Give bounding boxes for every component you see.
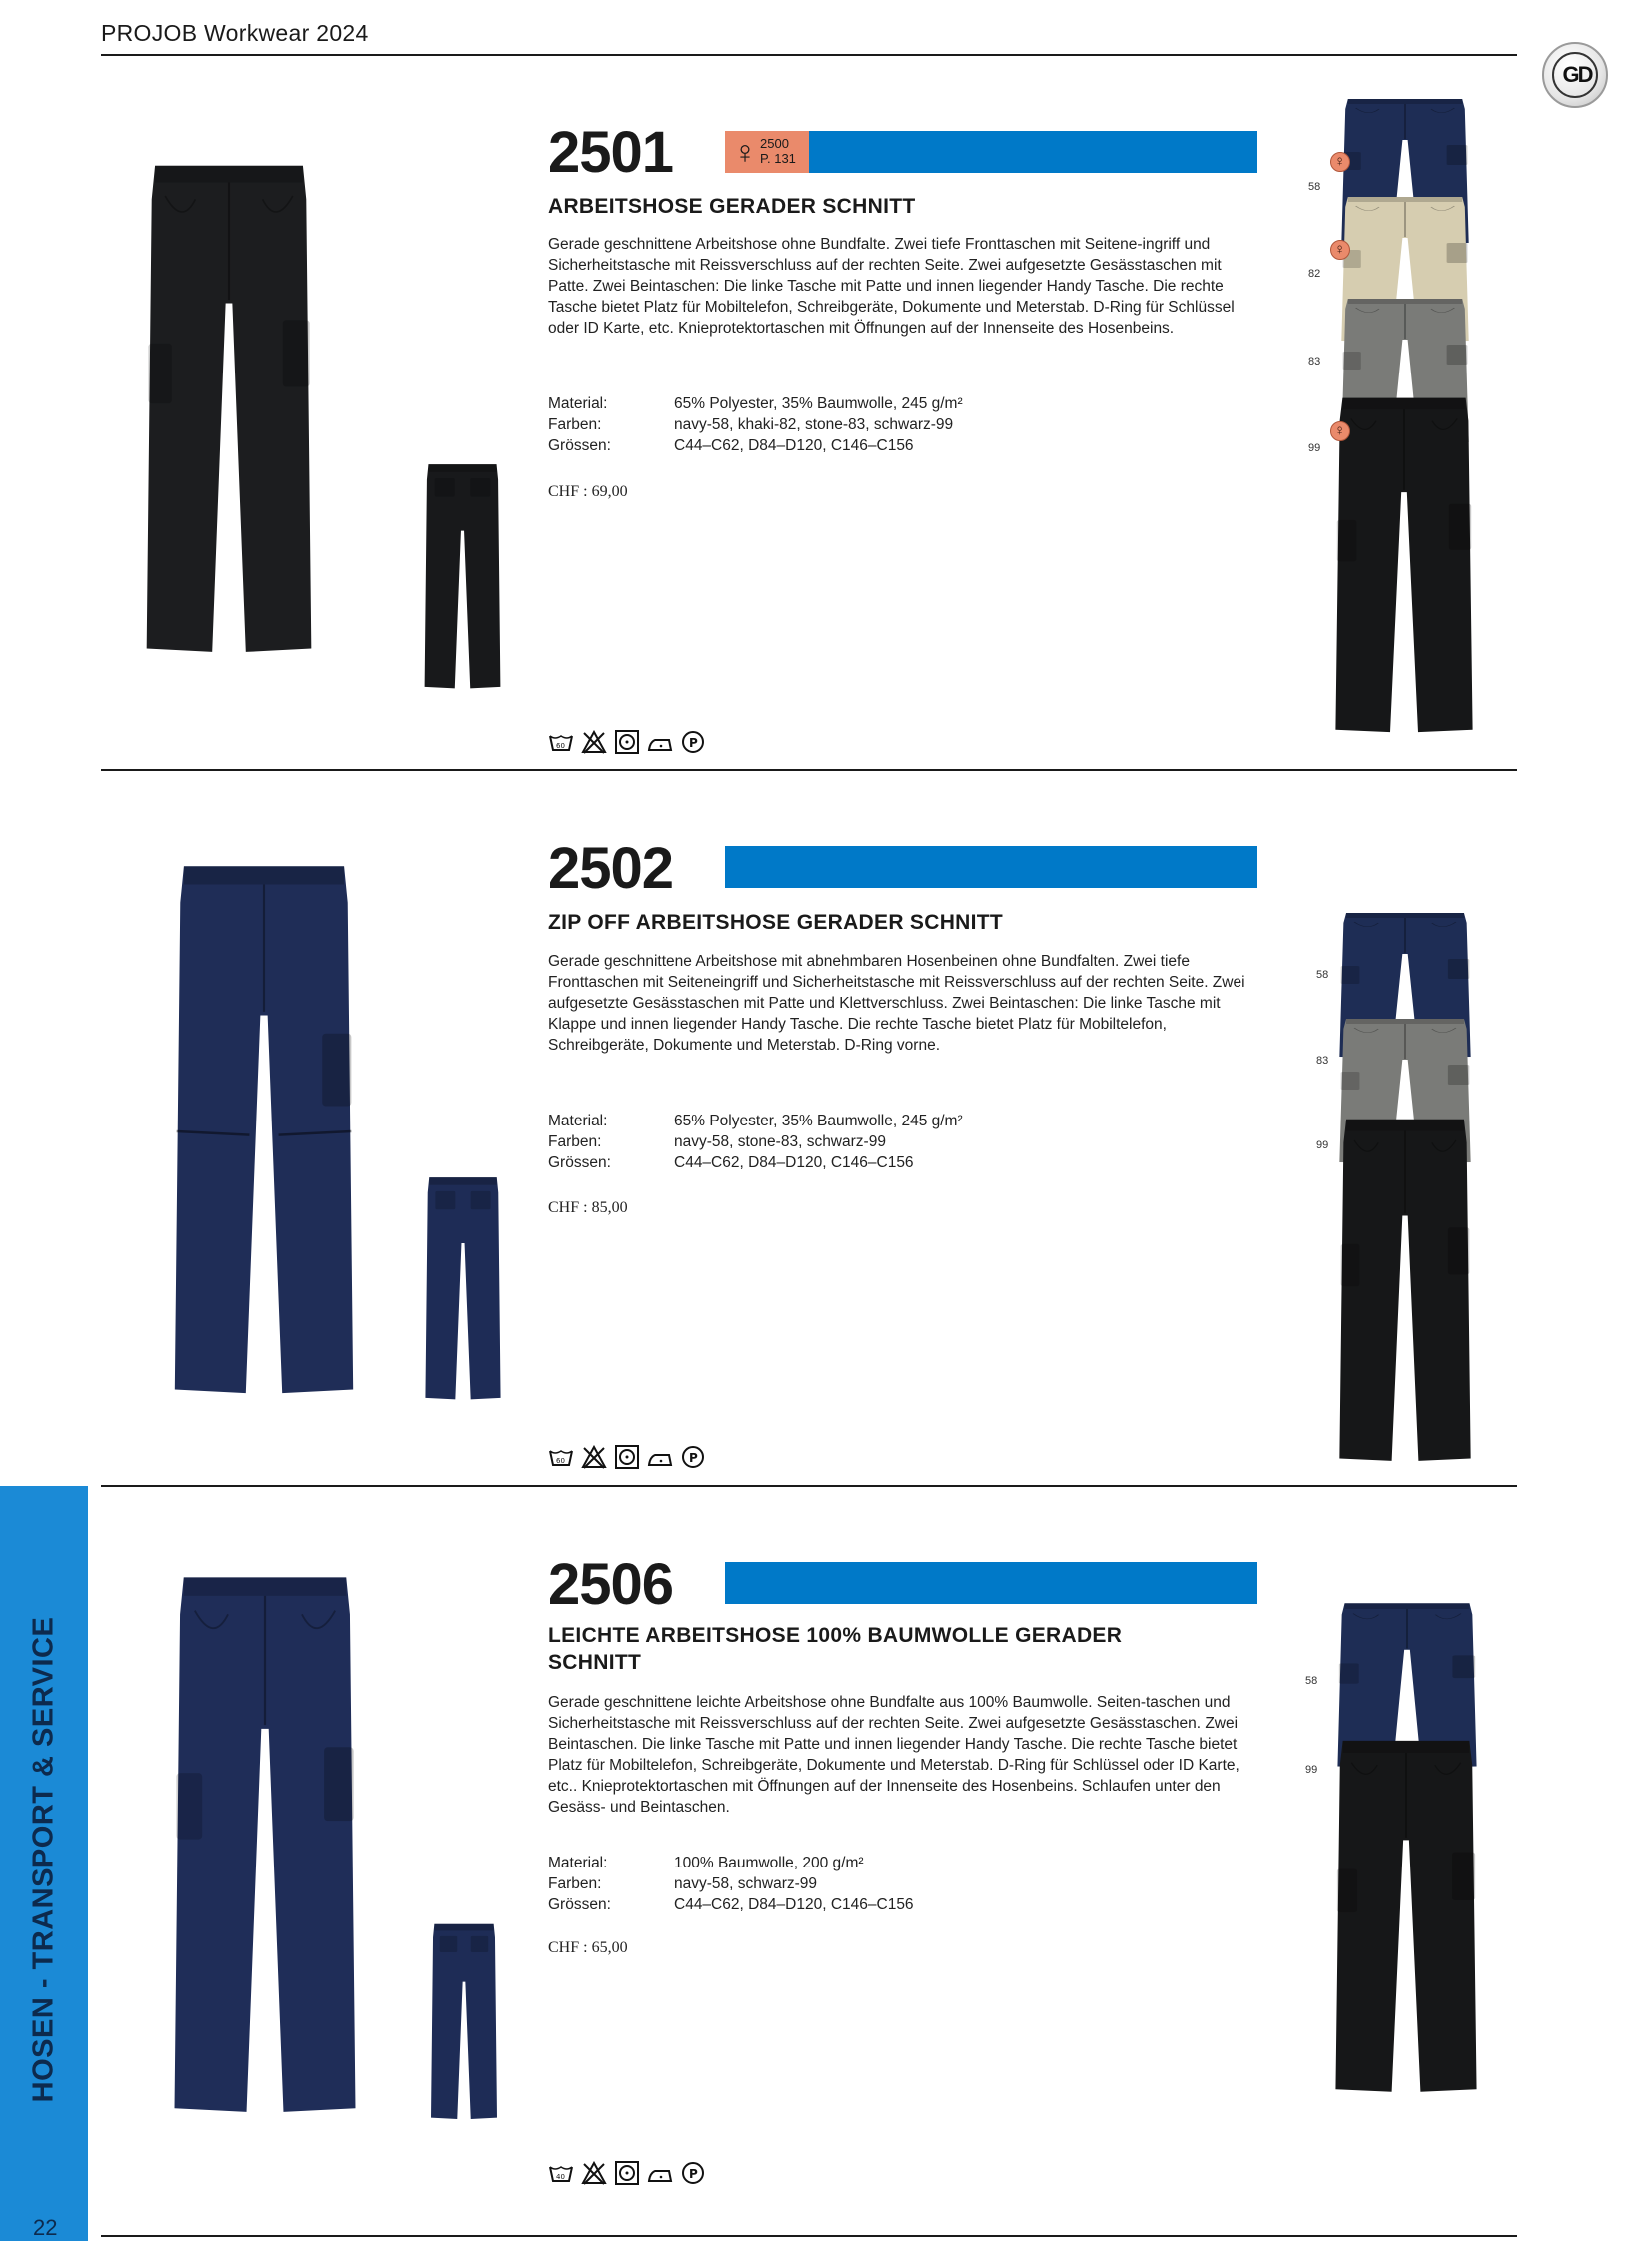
product-price: CHF : 85,00 xyxy=(548,1199,628,1216)
svg-text:60: 60 xyxy=(556,742,565,750)
section-divider xyxy=(101,1485,1517,1487)
female-marker-icon xyxy=(1330,152,1350,172)
female-version-page: P. 131 xyxy=(760,151,796,166)
spec-sizes: C44–C62, D84–D120, C146–C156 xyxy=(674,437,914,454)
swatch-code: 82 xyxy=(1308,268,1321,280)
dry-clean-p-icon xyxy=(680,730,706,754)
no-bleach-icon xyxy=(581,2161,607,2185)
accent-bar xyxy=(725,1562,1257,1604)
female-marker-icon xyxy=(1330,240,1350,260)
page-number: 22 xyxy=(33,2215,58,2240)
logo-text: GD xyxy=(1562,62,1592,87)
no-bleach-icon xyxy=(581,730,607,754)
section-divider xyxy=(101,769,1517,771)
product-price: CHF : 69,00 xyxy=(548,483,628,500)
product-description: Gerade geschnittene leichte Arbeitshose ohne Bundfalte aus 100% Baumwolle. Seiten-taschen und Sicherheitstasche mit Reissverschluss auf der rechten Seite. Zwei aufgesetzte Gesässtaschen. Zwei Beintaschen. Die linke Tasche mit Patte und innen liegender Handy Tasche. Die rechte Tasche bietet Platz für Mobiltelefon, Schreibgeräte, Dokumente und Meterstab. D-Ring für Schlüssel oder ID Karte, etc.. Knieprotektortaschen mit Öffnungen auf der Innenseite des Hosenbeins. Schlaufen unter den Gesäss- und Beintaschen. xyxy=(548,1694,1239,1816)
care-instructions xyxy=(548,2161,708,2189)
female-icon: ♀ xyxy=(733,134,757,170)
catalog-title: PROJOB Workwear 2024 xyxy=(101,20,369,46)
section-divider xyxy=(101,2235,1517,2237)
iron-low-icon xyxy=(647,1445,673,1469)
spec-label-sizes: Grössen: xyxy=(548,437,611,454)
product-description: Gerade geschnittene Arbeitshose ohne Bundfalte. Zwei tiefe Fronttaschen mit Seitene-ingriff und Sicherheitstasche mit Reissverschluss auf der rechten Seite. Zwei aufgesetzte Gesässtaschen mit Patte. Zwei Beintaschen: Die linke Tasche mit Patte und innen liegender Handy Tasche. Die rechte Tasche bietet Platz für Mobiltelefon, Schreibgeräte, Dokumente und Meterstab. D-Ring für Schlüssel oder ID Karte, etc. Knieprotektortaschen mit Öffnungen auf der Innenseite des Hosenbeins. xyxy=(548,236,1235,337)
spec-label-colors: Farben: xyxy=(548,1133,602,1150)
tumble-dry-icon xyxy=(614,730,640,754)
female-icon: ♀ xyxy=(1334,422,1346,439)
spec-material: 65% Polyester, 35% Baumwolle, 245 g/m² xyxy=(674,1113,963,1129)
product-image-back xyxy=(416,461,509,693)
spec-label-colors: Farben: xyxy=(548,416,602,433)
spec-colors: navy-58, khaki-82, stone-83, schwarz-99 xyxy=(674,416,954,433)
svg-text:40: 40 xyxy=(556,2173,565,2181)
dry-clean-p-icon xyxy=(680,1445,706,1469)
swatch-code: 99 xyxy=(1305,1764,1318,1776)
product-image-front xyxy=(145,134,313,687)
svg-text:P: P xyxy=(689,1451,698,1465)
female-version-number: 2500 xyxy=(760,136,789,151)
female-marker-icon xyxy=(1330,421,1350,441)
product-price: CHF : 65,00 xyxy=(548,1939,628,1956)
wash-60-icon xyxy=(548,1445,574,1469)
swatch-black[interactable] xyxy=(1338,1115,1472,1468)
spec-label-sizes: Grössen: xyxy=(548,1154,611,1171)
logo-ring xyxy=(1552,52,1598,98)
spec-sizes: C44–C62, D84–D120, C146–C156 xyxy=(674,1896,914,1913)
swatch-code: 58 xyxy=(1308,181,1321,193)
swatch-code: 58 xyxy=(1316,969,1329,981)
iron-low-icon xyxy=(647,2161,673,2185)
swatch-code: 99 xyxy=(1308,442,1321,454)
spec-label-material: Material: xyxy=(548,1113,608,1129)
product-number: 2502 xyxy=(548,836,674,901)
product-image-front xyxy=(161,859,367,1404)
product-name: ZIP OFF ARBEITSHOSE GERADER SCHNITT xyxy=(548,911,1004,934)
product-image-back xyxy=(420,1174,506,1404)
category-label: HOSEN - TRANSPORT & SERVICE xyxy=(27,1616,60,2103)
spec-material: 100% Baumwolle, 200 g/m² xyxy=(674,1855,864,1871)
brand-logo xyxy=(1542,42,1608,108)
spec-sizes: C44–C62, D84–D120, C146–C156 xyxy=(674,1154,914,1171)
product-image-back xyxy=(420,1921,508,2123)
product-name: ARBEITSHOSE GERADER SCHNITT xyxy=(548,195,916,218)
spec-colors: navy-58, schwarz-99 xyxy=(674,1875,818,1892)
female-version-ref xyxy=(760,136,796,166)
product-number: 2506 xyxy=(548,1552,674,1617)
swatch-code: 58 xyxy=(1305,1675,1318,1687)
spec-label-sizes: Grössen: xyxy=(548,1896,611,1913)
care-instructions xyxy=(548,1445,708,1473)
svg-text:P: P xyxy=(689,2167,698,2181)
spec-label-material: Material: xyxy=(548,1855,608,1871)
swatch-code: 99 xyxy=(1316,1139,1329,1151)
care-instructions xyxy=(548,730,708,758)
female-icon: ♀ xyxy=(1334,241,1346,258)
accent-bar xyxy=(725,846,1257,888)
no-bleach-icon xyxy=(581,1445,607,1469)
dry-clean-p-icon xyxy=(680,2161,706,2185)
product-number: 2501 xyxy=(548,120,674,185)
female-icon: ♀ xyxy=(1334,153,1346,170)
product-image-front xyxy=(154,1570,376,2123)
spec-label-material: Material: xyxy=(548,395,608,412)
tumble-dry-icon xyxy=(614,1445,640,1469)
swatch-code: 83 xyxy=(1308,356,1321,368)
tumble-dry-icon xyxy=(614,2161,640,2185)
swatch-code: 83 xyxy=(1316,1055,1329,1067)
iron-low-icon xyxy=(647,730,673,754)
swatch-black[interactable] xyxy=(1334,1736,1478,2099)
accent-bar xyxy=(809,131,1257,173)
product-name: LEICHTE ARBEITSHOSE 100% BAUMWOLLE GERADER SCHNITT xyxy=(548,1624,1123,1674)
svg-text:P: P xyxy=(689,736,698,750)
spec-material: 65% Polyester, 35% Baumwolle, 245 g/m² xyxy=(674,395,963,412)
wash-60-icon xyxy=(548,2161,574,2185)
spec-label-colors: Farben: xyxy=(548,1875,602,1892)
swatch-black[interactable] xyxy=(1334,393,1474,739)
product-description: Gerade geschnittene Arbeitshose mit abnehmbaren Hosenbeinen ohne Bundfalten. Zwei tiefe Fronttaschen mit Seiteneingriff und Sicherheitstasche mit Reissverschluss auf der rechten Seite. Zwei aufgesetzte Gesässtaschen mit Patte und Klettverschluss. Zwei Beintaschen: Die linke Tasche mit Klappe und innen liegender Handy Tasche. Die rechte Tasche bietet Platz für Mobiltelefon, Schreibgeräte, Dokumente und Meterstab. D-Ring vorne. xyxy=(548,953,1245,1054)
wash-60-icon xyxy=(548,730,574,754)
header-rule xyxy=(101,54,1517,56)
female-version-badge[interactable] xyxy=(725,131,809,173)
spec-colors: navy-58, stone-83, schwarz-99 xyxy=(674,1133,886,1150)
svg-text:60: 60 xyxy=(556,1457,565,1465)
